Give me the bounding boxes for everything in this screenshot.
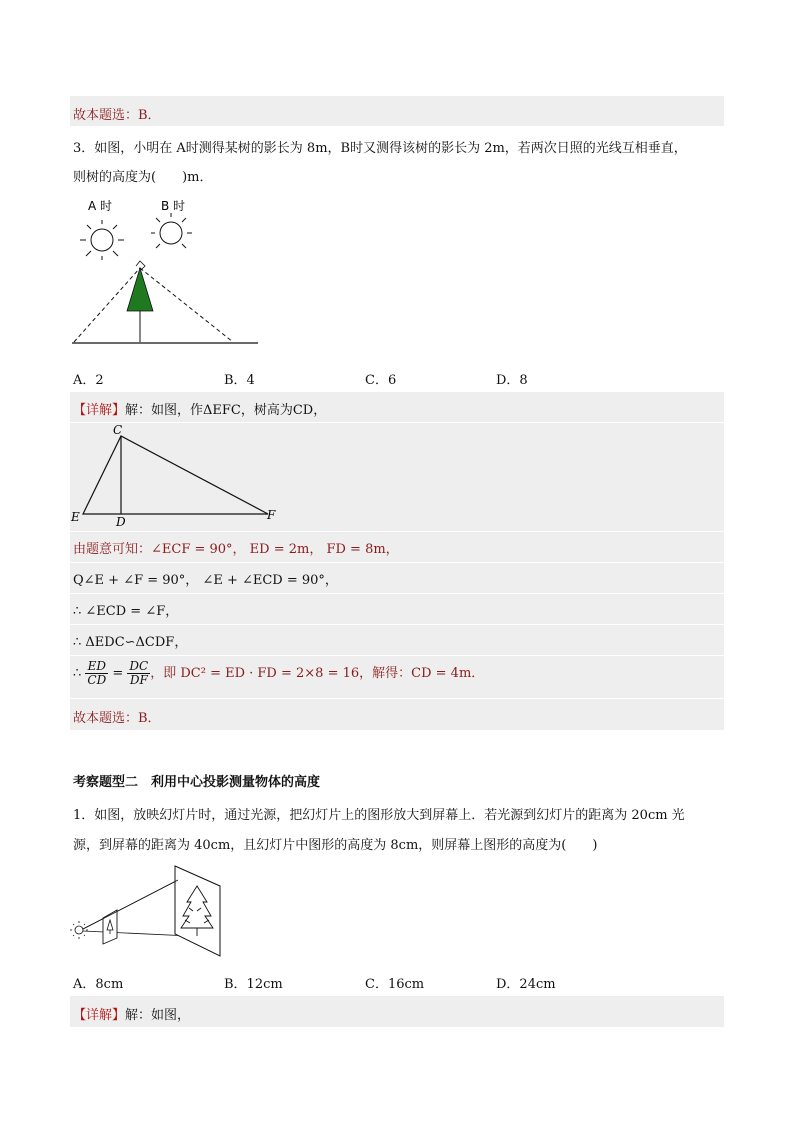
q1-option-c: C．16cm: [365, 977, 425, 992]
q1-line2: 源，到屏幕的距离为 40cm，且幻灯片中图形的高度为 8cm，则屏幕上图形的高度为( ): [73, 838, 598, 853]
q3-option-a: A．2: [73, 373, 104, 388]
q3-line1: 3．如图，小明在 A时测得某树的影长为 8m，B时又测得该树的影长为 2m，若两次日照的光线互相垂直，: [73, 141, 687, 156]
detail-text: 解：如图，作ΔEFC，树高为CD，: [125, 403, 327, 418]
time-a-label: A 时: [88, 199, 113, 213]
step-3: ∴ ∠ECD = ∠F，: [73, 604, 179, 619]
detail-text-q1: 解：如图，: [125, 1008, 191, 1023]
q3-option-d: D．8: [496, 373, 528, 388]
fraction-dc-df: $\frac{DC}{DF}$: [129, 659, 149, 687]
light-source-icon: [70, 921, 88, 939]
tree-shadow-figure: [68, 196, 263, 352]
detail-tag: 【详解】: [73, 403, 126, 418]
label-e: E: [71, 510, 80, 524]
q1-option-a: A．8cm: [73, 977, 124, 992]
sun-b-icon: [151, 213, 192, 248]
q1-option-b: B．12cm: [224, 977, 283, 992]
step-1: 由题意可知：∠ECF = 90°， ED = 2m， FD = 8m，: [73, 542, 399, 557]
q3-option-c: C．6: [365, 373, 397, 388]
step-4: ∴ ΔEDC∽ΔCDF，: [73, 635, 188, 650]
label-f: F: [267, 508, 276, 522]
projector-figure: [70, 862, 230, 958]
ray-b: [140, 268, 233, 342]
label-c: C: [113, 423, 123, 437]
q3-line2: 则树的高度为( )m．: [73, 170, 213, 185]
q3-option-b: B．4: [224, 373, 255, 388]
detail-tag-q1: 【详解】: [73, 1008, 126, 1023]
sun-a-icon: [80, 220, 124, 260]
answer-shade-top: [70, 96, 724, 126]
fraction-ed-cd: $\frac{ED}{CD}$: [87, 659, 107, 687]
step-5: ∴ $\frac{ED}{CD}$ = $\frac{DC}{DF}$ ，即 DC² = ED · FD = 2×8 = 16，解得：CD = 4m．: [73, 659, 485, 687]
q1-detail-line: [73, 1004, 190, 1023]
q3-detail-line: [73, 399, 326, 418]
answer-line-2: 故本题选：B．: [73, 711, 161, 726]
answer-line-1: 故本题选：B．: [73, 108, 161, 123]
step-2: Q∠E + ∠F = 90°， ∠E + ∠ECD = 90°，: [73, 573, 338, 588]
triangle-efc: [83, 436, 268, 514]
q1-option-d: D．24cm: [496, 977, 556, 992]
tree-icon: [127, 268, 153, 311]
time-b-label: B 时: [161, 199, 186, 213]
triangle-efc-figure: [68, 422, 288, 530]
section-heading: 考察题型二 利用中心投影测量物体的高度: [73, 775, 321, 790]
q1-line1: 1．如图，放映幻灯片时，通过光源，把幻灯片上的图形放大到屏幕上．若光源到幻灯片的距离为 20cm 光: [73, 808, 685, 823]
label-d: D: [116, 515, 126, 529]
